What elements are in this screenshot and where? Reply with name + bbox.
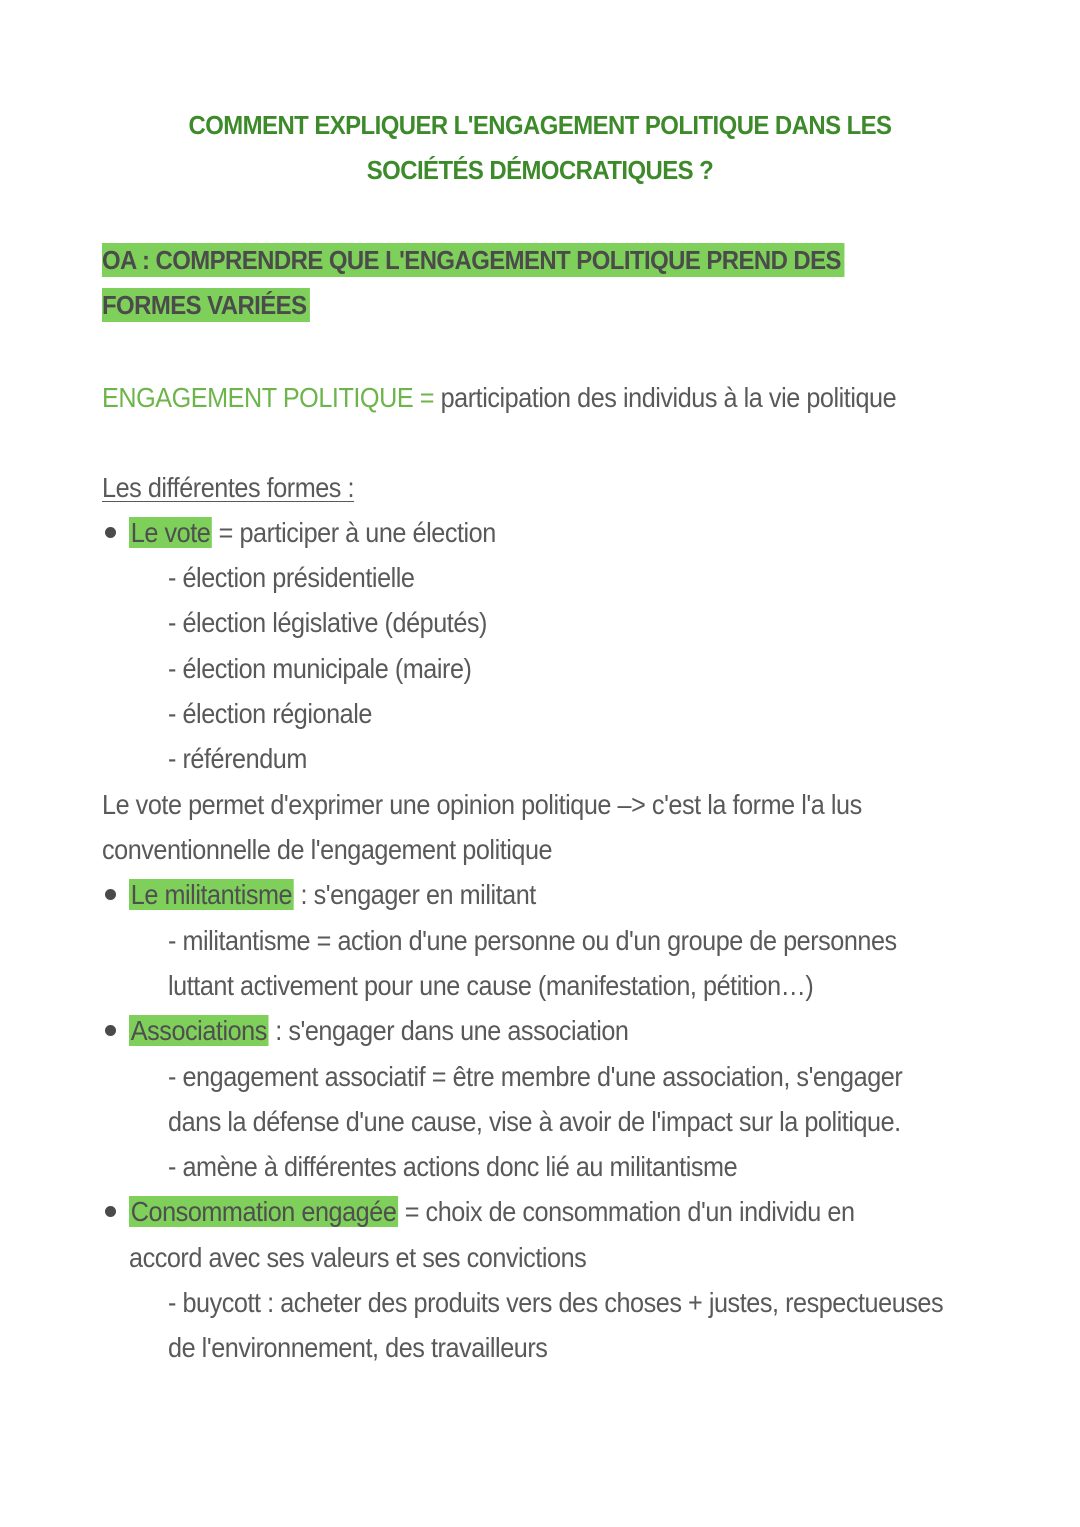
militantisme-text: : s'engager en militant (293, 879, 536, 910)
militantisme-detail-2: luttant activement pour une cause (manifestation, pétition…) (168, 970, 814, 1001)
objective-line-2: FORMES VARIÉES (102, 288, 310, 322)
vote-term: Le vote (130, 517, 211, 548)
vote-item: - élection régionale (168, 698, 372, 729)
associations-detail-1: - engagement associatif = être membre d'une association, s'engager (168, 1061, 903, 1092)
title-line-1: COMMENT EXPLIQUER L'ENGAGEMENT POLITIQUE DANS LES (188, 110, 892, 140)
vote-item: - référendum (168, 743, 307, 774)
definition-term: ENGAGEMENT POLITIQUE = (102, 382, 435, 413)
bullet-icon (105, 1025, 116, 1036)
bullet-icon (105, 889, 116, 900)
definition-line (102, 378, 896, 418)
forms-heading: Les différentes formes : (102, 472, 355, 503)
bullet-icon (105, 1206, 116, 1217)
title-line-2: SOCIÉTÉS DÉMOCRATIQUES ? (366, 155, 714, 185)
consommation-text: = choix de consommation d'un individu en (398, 1196, 855, 1227)
consommation-line (129, 1192, 855, 1232)
consommation-detail-3: de l'environnement, des travailleurs (168, 1332, 548, 1363)
objective-line-1: OA : COMPRENDRE QUE L'ENGAGEMENT POLITIQUE PREND DES (102, 243, 845, 277)
vote-note-line-2: conventionnelle de l'engagement politique (102, 834, 553, 865)
vote-text: = participer à une élection (212, 517, 496, 548)
militantisme-detail-1: - militantisme = action d'une personne ou d'un groupe de personnes (168, 925, 897, 956)
objective-heading (102, 238, 930, 328)
associations-detail-3: - amène à différentes actions donc lié au militantisme (168, 1151, 738, 1182)
vote-item: - élection présidentielle (168, 562, 415, 593)
associations-text: : s'engager dans une association (268, 1015, 629, 1046)
vote-item: - élection législative (députés) (168, 607, 487, 638)
consommation-detail-2: - buycott : acheter des produits vers des choses + justes, respectueuses (168, 1287, 944, 1318)
associations-line (129, 1011, 628, 1051)
militantisme-line (129, 875, 536, 915)
bullet-icon (105, 527, 116, 538)
consommation-term: Consommation engagée (130, 1196, 397, 1227)
page-title (43, 103, 1037, 193)
vote-item: - élection municipale (maire) (168, 653, 472, 684)
militantisme-term: Le militantisme (130, 879, 293, 910)
vote-note-line-1: Le vote permet d'exprimer une opinion politique –> c'est la forme l'a lus (102, 789, 862, 820)
consommation-detail-1: accord avec ses valeurs et ses convictions (129, 1242, 587, 1273)
definition-text: participation des individus à la vie politique (434, 382, 897, 413)
associations-term: Associations (130, 1015, 267, 1046)
vote-line (129, 513, 496, 553)
associations-detail-2: dans la défense d'une cause, vise à avoir de l'impact sur la politique. (168, 1106, 901, 1137)
